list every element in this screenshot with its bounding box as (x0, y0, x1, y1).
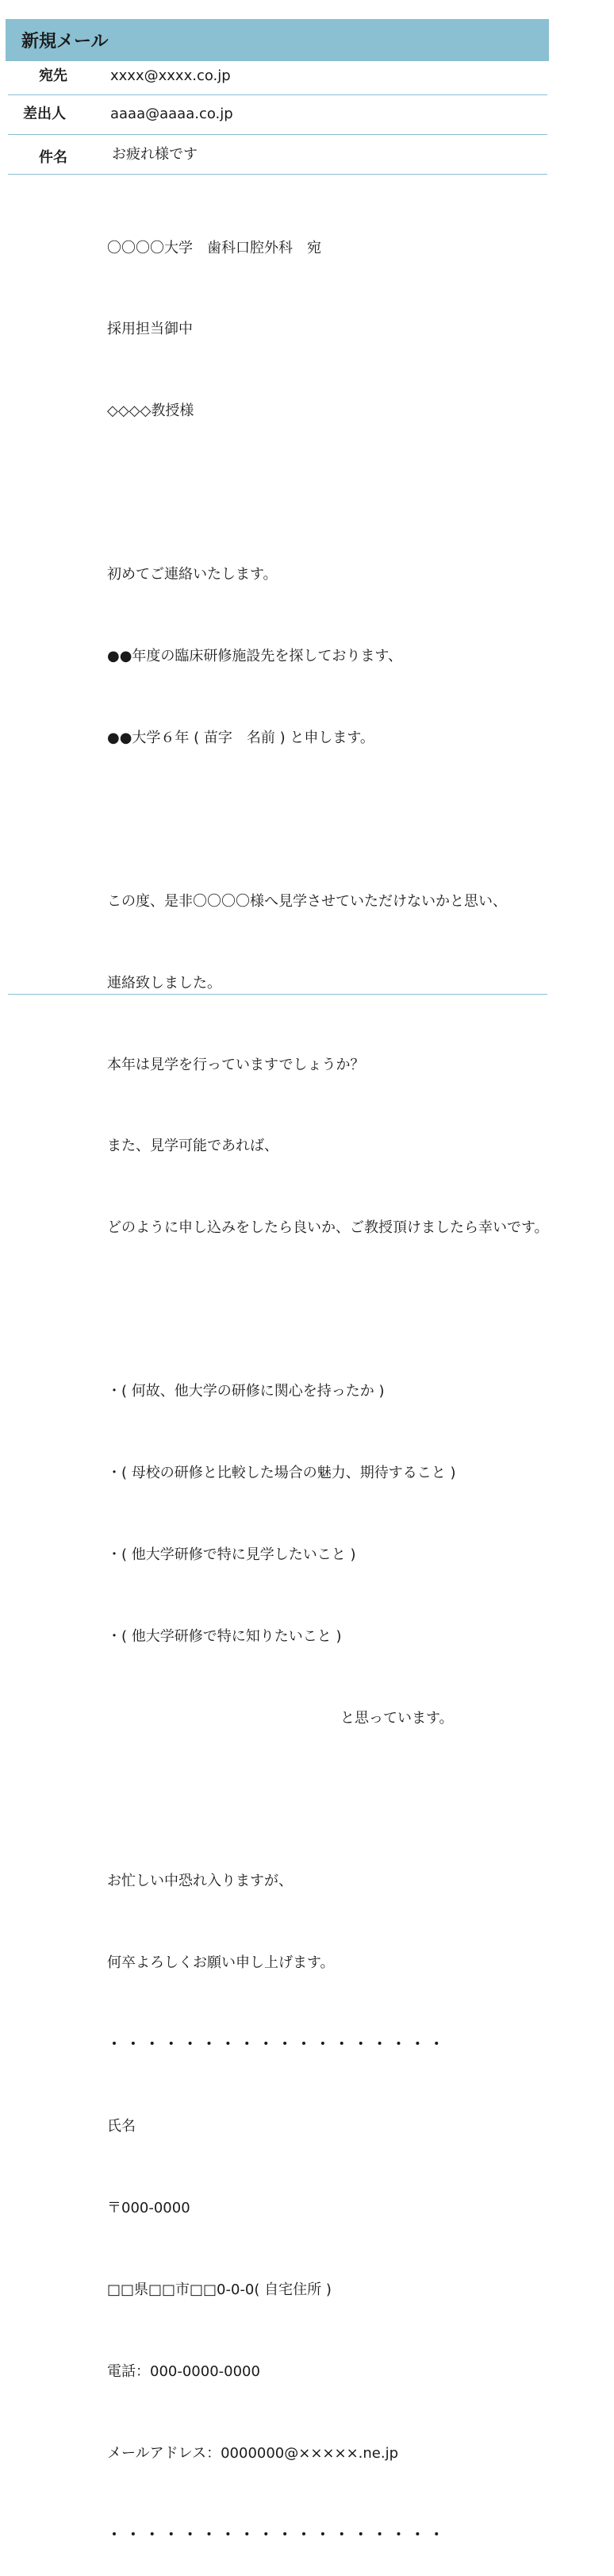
body-line (107, 807, 608, 834)
body-line: また、見学可能であれば、 (107, 1138, 278, 1155)
body-line: この度、是非〇〇〇〇様へ見学させていただけないかと思い、 (107, 892, 507, 910)
window-title: 新規メール (21, 32, 109, 52)
body-line: 電話：000-0000-0000 (107, 2362, 260, 2380)
signature-separator: ・・・・・・・・・・・・・・・・・・ (107, 2036, 449, 2054)
from-field[interactable]: aaaa@aaaa.co.jp (110, 106, 233, 122)
body-line: お忙しい中恐れ入りますが、 (107, 1873, 293, 1890)
subject-label: 件名 (39, 149, 67, 166)
body-line: ・( 何故、他大学の研修に関心を持ったか ) (107, 1383, 385, 1400)
to-row (0, 60, 614, 92)
to-field[interactable]: xxxx@xxxx.co.jp (110, 67, 231, 84)
body-line: ・( 他大学研修で特に知りたいこと ) (107, 1627, 342, 1645)
signature-separator: ・・・・・・・・・・・・・・・・・・ (107, 2526, 449, 2543)
body-line: 本年は見学を行っていますでしょうか？ (107, 1056, 365, 1073)
body-line: ◇◇◇◇教授様 (107, 402, 194, 420)
body-line: ・( 母校の研修と比較した場合の魅力、期待すること ) (107, 1464, 456, 1481)
from-row (0, 98, 614, 130)
from-label: 差出人 (23, 106, 66, 122)
body-line (107, 479, 608, 506)
body-line (107, 1787, 608, 1814)
footer-divider (8, 994, 547, 995)
field-divider (8, 94, 547, 95)
body-line: □□県□□市□□0‐0‐0( 自宅住所 ) (107, 2281, 332, 2298)
message-body[interactable] (107, 180, 608, 2576)
body-line: ・( 他大学研修で特に見学したいこと ) (107, 1546, 356, 1563)
body-line: 初めてご連絡いたします。 (107, 566, 278, 583)
body-line: 〒000‐0000 (107, 2199, 190, 2216)
to-label: 宛先 (39, 67, 67, 84)
field-divider (8, 174, 547, 175)
body-line: 〇〇〇〇大学 歯科口腔外科 宛 (107, 239, 321, 256)
subject-field[interactable]: お疲れ様です (112, 146, 198, 163)
body-line: と思っています。 (340, 1709, 454, 1727)
body-line: ●●大学６年 ( 苗字 名前 ) と申します。 (107, 729, 374, 746)
field-divider (8, 134, 547, 135)
body-line: 採用担当御中 (107, 321, 193, 338)
body-line: どのように申し込みをしたら良いか、ご教授頂けましたら幸いです。 (107, 1219, 549, 1237)
body-line: 氏名 (107, 2118, 136, 2135)
body-line: 連絡致しました。 (107, 974, 221, 992)
body-line: ●●年度の臨床研修施設先を探しております、 (107, 648, 402, 665)
body-line (107, 1296, 608, 1323)
subject-row (0, 139, 614, 171)
window-title-bar (6, 19, 549, 61)
body-line: 何卒よろしくお願い申し上げます。 (107, 1954, 335, 1972)
body-line: メールアドレス：0000000@×××××.ne.jp (107, 2444, 399, 2462)
